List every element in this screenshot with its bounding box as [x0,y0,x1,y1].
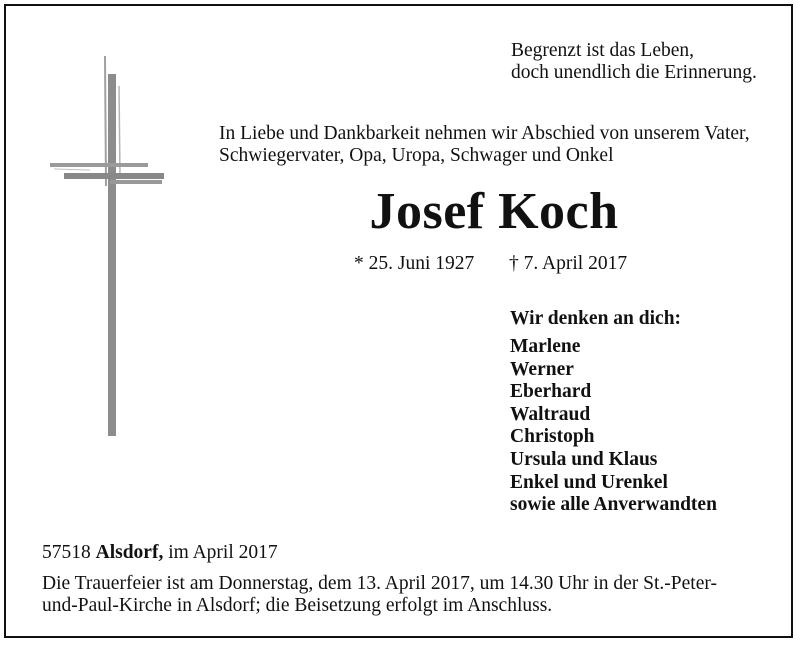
motto [511,40,757,84]
motto-line-1: Begrenzt ist das Leben, [511,40,695,61]
funeral-line-1: Die Trauerfeier ist am Donnerstag, dem 13. April 2017, um 14.30 Uhr in der St.-Peter- [42,573,717,594]
mourner-name: Waltraud [510,403,591,425]
mourner-name: Werner [510,358,574,380]
intro-text [219,123,750,167]
postcode: 57518 [42,542,91,563]
issue-date: im April 2017 [168,542,278,563]
mourners-heading: Wir denken an dich: [510,308,682,329]
funeral-notice [42,573,717,617]
intro-line-2: Schwiegervater, Opa, Uropa, Schwager und Onkel [219,145,614,166]
mourners-list [510,336,717,517]
cross-icon [50,56,170,441]
deceased-name: Josef Koch [369,183,619,240]
funeral-line-2: und-Paul-Kirche in Alsdorf; die Beisetzung erfolgt im Anschluss. [42,595,553,616]
mourner-name: sowie alle Anverwandten [510,494,717,516]
town: Alsdorf, [95,542,164,563]
place-and-date [42,542,278,564]
obituary-frame [4,4,793,638]
mourner-name: Enkel und Urenkel [510,471,668,493]
intro-line-1: In Liebe und Dankbarkeit nehmen wir Abschied von unserem Vater, [219,123,750,144]
mourner-name: Marlene [510,336,581,357]
mourner-name: Ursula und Klaus [510,448,658,470]
mourner-name: Eberhard [510,381,592,403]
motto-line-2: doch unendlich die Erinnerung. [511,62,757,83]
birth-date: * 25. Juni 1927 [354,253,475,274]
mourner-name: Christoph [510,426,595,448]
death-date: † 7. April 2017 [509,253,628,274]
